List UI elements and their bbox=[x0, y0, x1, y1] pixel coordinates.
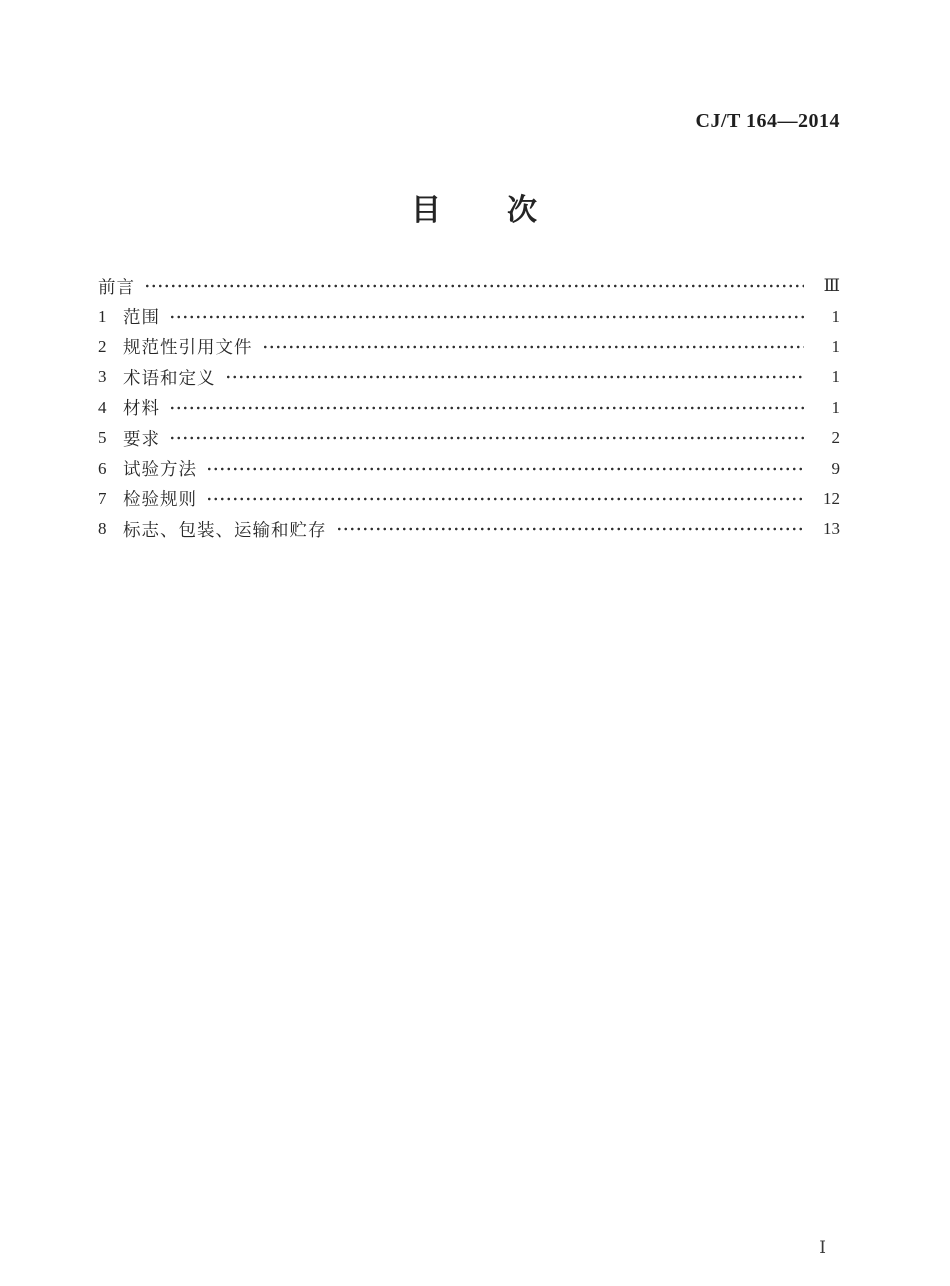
dot-leader bbox=[144, 280, 804, 292]
standard-number: CJ/T 164—2014 bbox=[695, 110, 840, 132]
dot-leader bbox=[262, 341, 805, 353]
toc-entry-label: 标志、包装、运输和贮存 bbox=[123, 519, 327, 540]
toc-entry-number: 1 bbox=[98, 306, 107, 326]
toc-entry-number: 7 bbox=[98, 488, 107, 508]
toc-entry-page: 2 bbox=[831, 428, 840, 448]
toc-entry-page: Ⅲ bbox=[823, 276, 840, 296]
page-number: Ⅰ bbox=[819, 1238, 826, 1257]
toc-entry-number: 3 bbox=[98, 367, 107, 387]
toc-entry-number: 5 bbox=[98, 428, 107, 448]
toc-entry-materials bbox=[98, 393, 840, 423]
toc-entry-label: 前言 bbox=[98, 276, 135, 297]
dot-leader bbox=[225, 371, 805, 383]
toc-entry-number: 8 bbox=[98, 519, 107, 539]
dot-leader bbox=[169, 432, 804, 444]
toc-entry-test-methods bbox=[98, 453, 840, 483]
toc-entry-number: 2 bbox=[98, 336, 107, 356]
table-of-contents bbox=[0, 271, 950, 545]
toc-entry-label: 范围 bbox=[123, 307, 160, 328]
toc-entry-number: 4 bbox=[98, 397, 107, 417]
dot-leader bbox=[169, 402, 804, 414]
toc-entry-page: 1 bbox=[831, 306, 840, 326]
toc-entry-label: 要求 bbox=[123, 428, 160, 449]
toc-entry-number: 6 bbox=[98, 458, 107, 478]
toc-entry-label: 规范性引用文件 bbox=[123, 337, 253, 358]
dot-leader bbox=[206, 463, 804, 475]
dot-leader bbox=[206, 493, 804, 505]
toc-entry-requirements bbox=[98, 423, 840, 453]
toc-entry-foreword bbox=[98, 271, 840, 301]
toc-entry-page: 13 bbox=[823, 519, 840, 539]
toc-entry-page: 1 bbox=[831, 336, 840, 356]
toc-entry-label: 检验规则 bbox=[123, 489, 197, 510]
toc-entry-normative-references bbox=[98, 332, 840, 362]
toc-entry-inspection-rules bbox=[98, 484, 840, 514]
toc-entry-scope bbox=[98, 301, 840, 331]
toc-entry-label: 材料 bbox=[123, 398, 160, 419]
toc-entry-terms-definitions bbox=[98, 362, 840, 392]
toc-entry-page: 12 bbox=[823, 488, 840, 508]
toc-entry-page: 1 bbox=[831, 397, 840, 417]
page-title: 目 次 bbox=[411, 194, 539, 227]
toc-entry-marking-packaging bbox=[98, 514, 840, 544]
toc-entry-label: 术语和定义 bbox=[123, 367, 216, 388]
dot-leader bbox=[336, 523, 805, 535]
toc-entry-label: 试验方法 bbox=[123, 459, 197, 480]
toc-entry-page: 9 bbox=[831, 458, 840, 478]
dot-leader bbox=[169, 311, 804, 323]
toc-entry-page: 1 bbox=[831, 367, 840, 387]
